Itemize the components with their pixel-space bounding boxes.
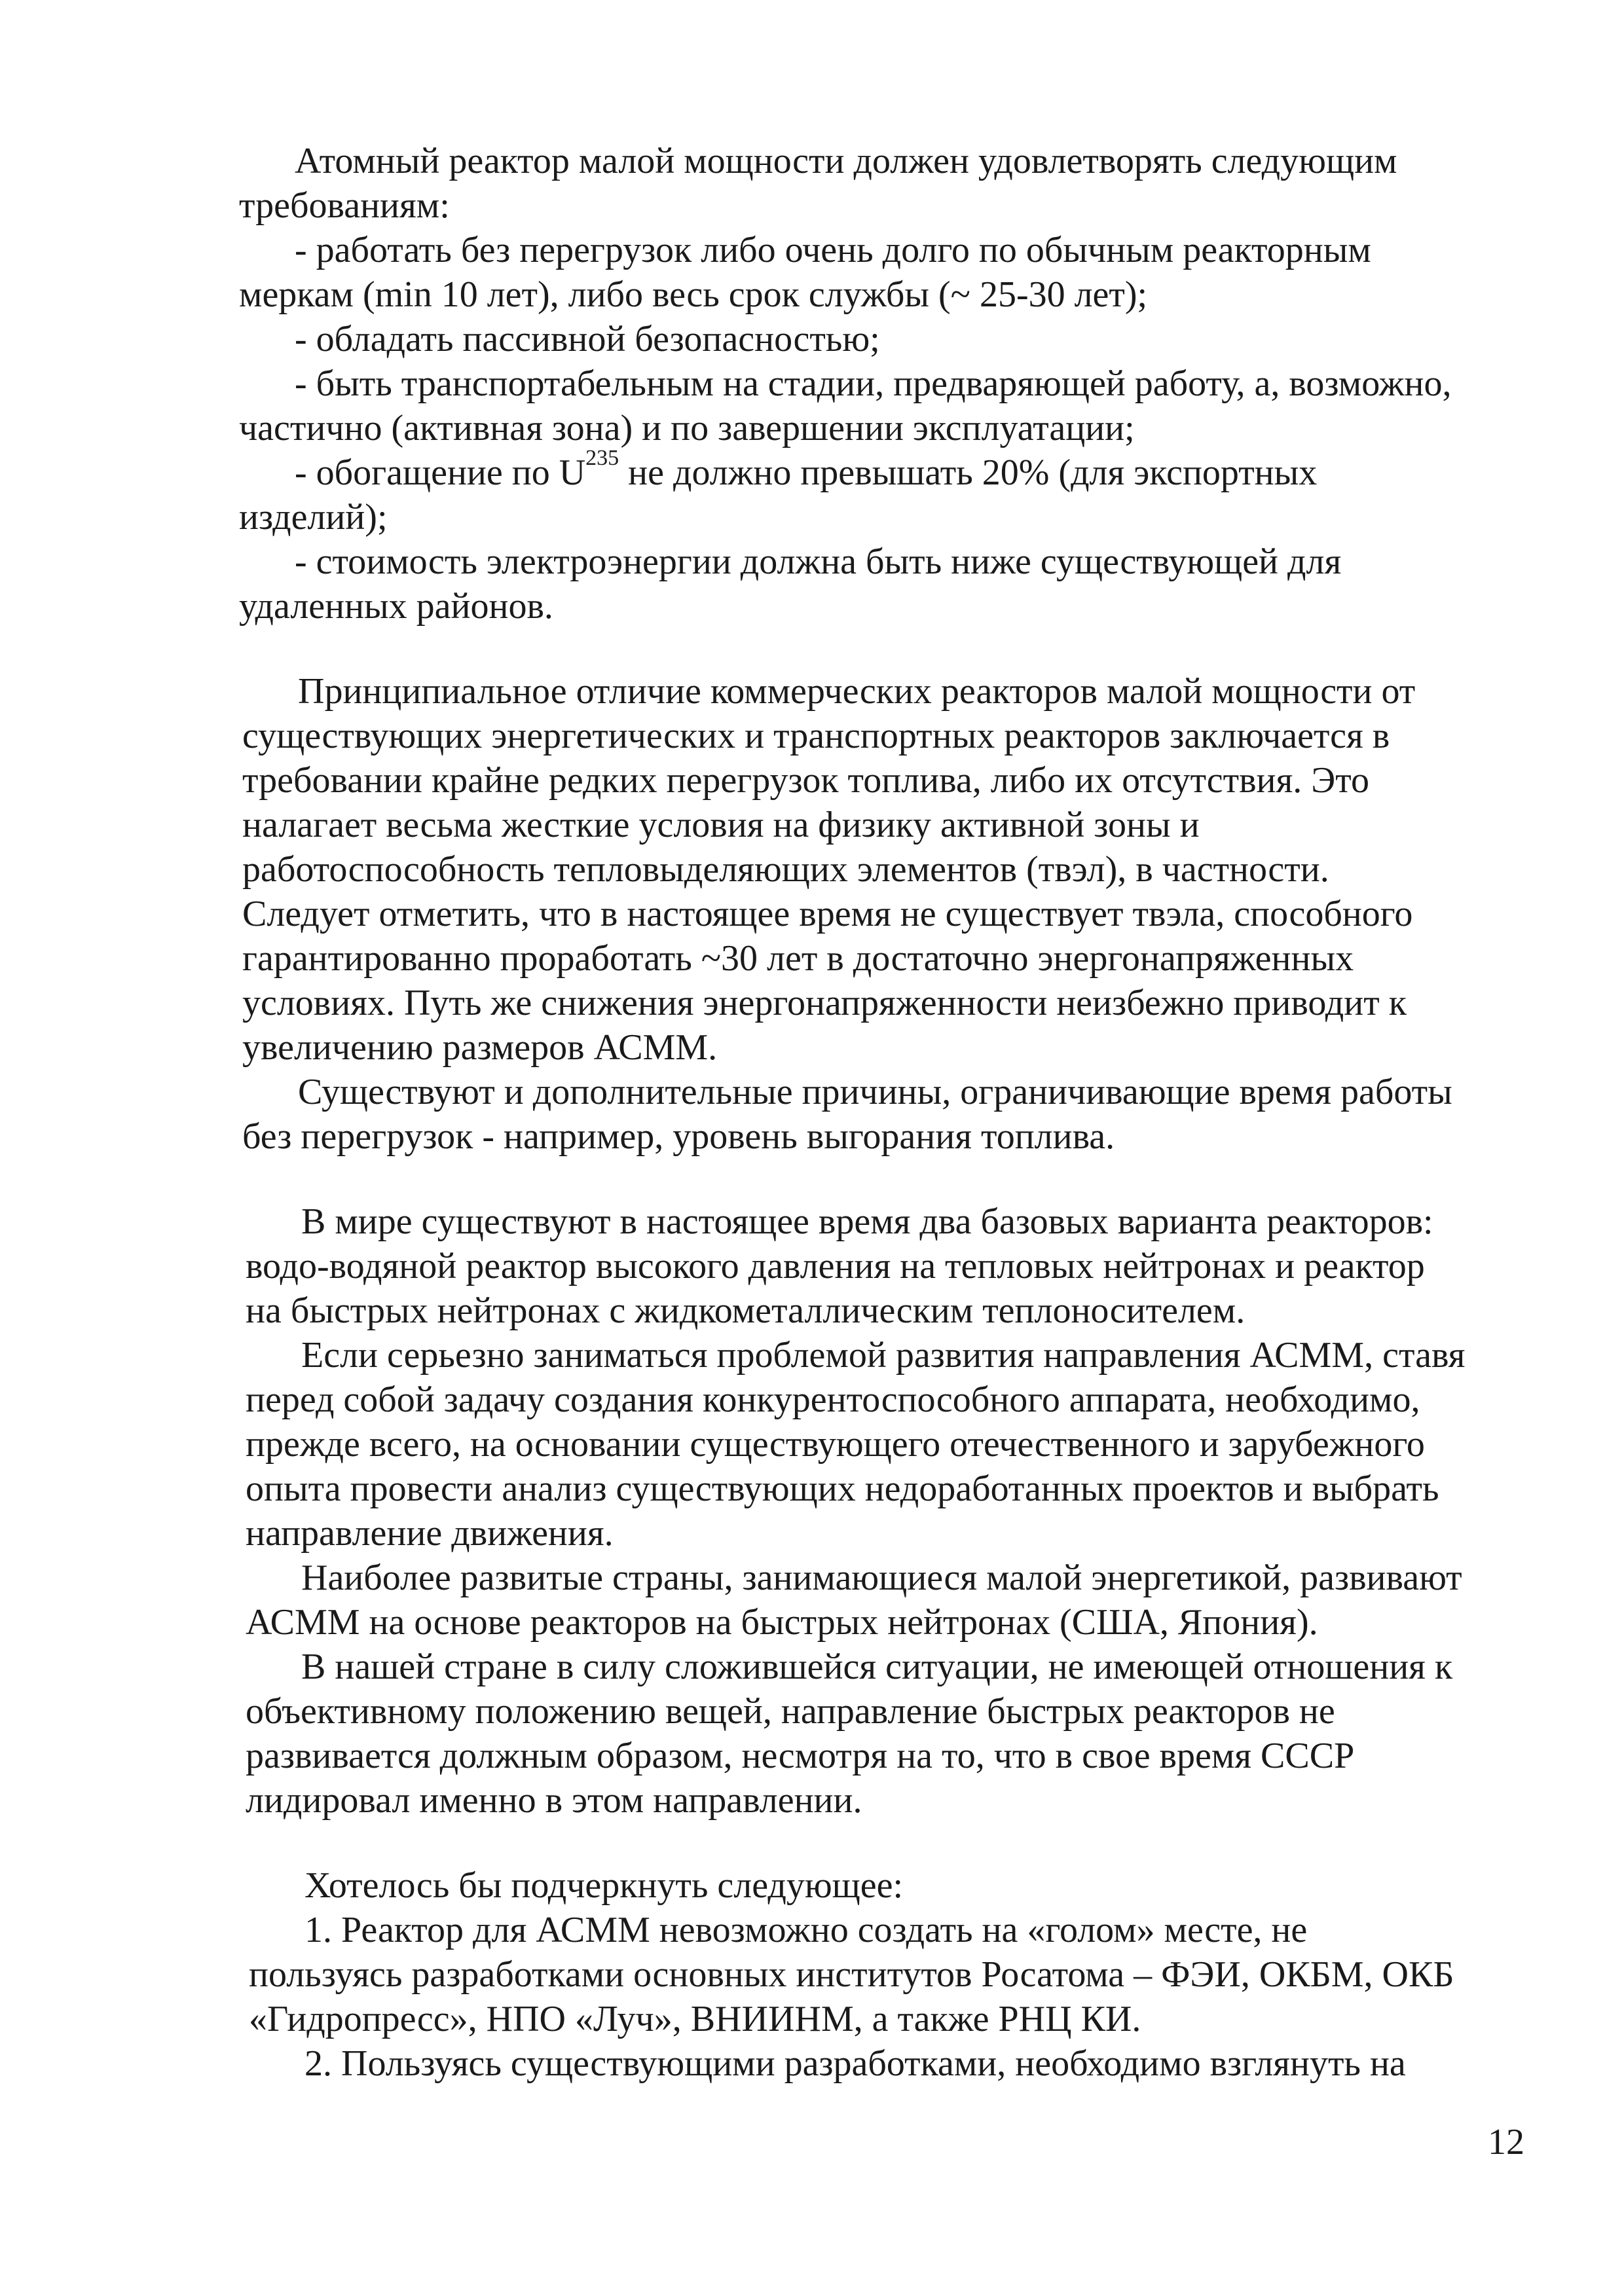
difference-paragraph-line-5: работоспособность тепловыделяющих элементов (твэл), в частности. bbox=[242, 849, 1329, 890]
difference-paragraph-line-4: налагает весьма жесткие условия на физику активной зоны и bbox=[242, 805, 1200, 845]
enrichment-text: - обогащение по U bbox=[295, 452, 586, 493]
difference-paragraph-line-2: существующих энергетических и транспортных реакторов заключается в bbox=[242, 716, 1390, 756]
point-1-line-3: «Гидропресс», НПО «Луч», ВНИИНМ, а также РНЦ КИ. bbox=[249, 1999, 1141, 2039]
country-paragraph-line-4: лидировал именно в этом направлении. bbox=[246, 1780, 862, 1821]
serious-paragraph-line-1: Если серьезно заниматься проблемой развития направления АСММ, ставя bbox=[301, 1335, 1466, 1376]
point-1-line-2: пользуясь разработками основных институтов Росатома – ФЭИ, ОКБМ, ОКБ bbox=[249, 1954, 1454, 1995]
isotope-superscript: 235 bbox=[585, 446, 619, 470]
difference-paragraph-line-7: гарантированно проработать ~30 лет в достаточно энергонапряженных bbox=[242, 938, 1354, 979]
difference-paragraph-line-6: Следует отметить, что в настоящее время не существует твэла, способного bbox=[242, 894, 1413, 934]
serious-paragraph-line-5: направление движения. bbox=[246, 1513, 614, 1554]
serious-paragraph-line-4: опыта провести анализ существующих недоработанных проектов и выбрать bbox=[246, 1468, 1439, 1509]
requirements-intro-line-1: Атомный реактор малой мощности должен удовлетворять следующим bbox=[295, 141, 1397, 181]
requirement-item-4-line-1 bbox=[295, 446, 1318, 495]
reasons-paragraph-line-1: Существуют и дополнительные причины, ограничивающие время работы bbox=[298, 1072, 1452, 1112]
world-paragraph-line-2: водо-водяной реактор высокого давления на тепловых нейтронах и реактор bbox=[246, 1246, 1425, 1286]
difference-paragraph-line-1: Принципиальное отличие коммерческих реакторов малой мощности от bbox=[298, 671, 1416, 712]
country-paragraph-line-3: развивается должным образом, несмотря на то, что в свое время СССР bbox=[246, 1736, 1355, 1776]
difference-paragraph-line-3: требовании крайне редких перегрузок топлива, либо их отсутствия. Это bbox=[242, 760, 1369, 801]
requirement-item-3-line-1: - быть транспортабельным на стадии, предваряющей работу, а, возможно, bbox=[295, 363, 1452, 404]
requirement-item-1-line-1: - работать без перегрузок либо очень долго по обычным реакторным bbox=[295, 230, 1371, 270]
developed-paragraph-line-2: АСММ на основе реакторов на быстрых нейтронах (США, Япония). bbox=[246, 1602, 1318, 1643]
difference-paragraph-line-9: увеличению размеров АСММ. bbox=[242, 1027, 718, 1068]
developed-paragraph-line-1: Наиболее развитые страны, занимающиеся малой энергетикой, развивают bbox=[301, 1558, 1462, 1598]
country-paragraph-line-2: объективному положению вещей, направление быстрых реакторов не bbox=[246, 1691, 1335, 1732]
reasons-paragraph-line-2: без перегрузок - например, уровень выгорания топлива. bbox=[242, 1116, 1115, 1157]
requirement-item-3-line-2: частично (активная зона) и по завершении эксплуатации; bbox=[239, 408, 1135, 448]
serious-paragraph-line-2: перед собой задачу создания конкурентоспособного аппарата, необходимо, bbox=[246, 1379, 1420, 1420]
requirement-item-5-line-2: удаленных районов. bbox=[239, 586, 553, 627]
page-number: 12 bbox=[1488, 2122, 1524, 2162]
country-paragraph-line-1: В нашей стране в силу сложившейся ситуации, не имеющей отношения к bbox=[301, 1647, 1453, 1687]
point-1-line-1: 1. Реактор для АСММ невозможно создать на «голом» месте, не bbox=[304, 1910, 1308, 1950]
serious-paragraph-line-3: прежде всего, на основании существующего отечественного и зарубежного bbox=[246, 1424, 1425, 1465]
world-paragraph-line-1: В мире существуют в настоящее время два базовых варианта реакторов: bbox=[301, 1201, 1433, 1242]
requirement-item-4-line-2: изделий); bbox=[239, 497, 388, 538]
difference-paragraph-line-8: условиях. Путь же снижения энергонапряженности неизбежно приводит к bbox=[242, 983, 1407, 1023]
requirements-intro-line-2: требованиям: bbox=[239, 185, 450, 226]
requirement-item-5-line-1: - стоимость электроэнергии должна быть ниже существующей для bbox=[295, 541, 1342, 582]
requirement-item-1-line-2: меркам (min 10 лет), либо весь срок службы (~ 25-30 лет); bbox=[239, 274, 1148, 315]
enrichment-limit-text: не должно превышать 20% (для экспортных bbox=[619, 452, 1318, 493]
requirement-item-2: - обладать пассивной безопасностью; bbox=[295, 319, 880, 359]
emphasize-heading: Хотелось бы подчеркнуть следующее: bbox=[304, 1865, 904, 1906]
point-2-line-1: 2. Пользуясь существующими разработками, необходимо взглянуть на bbox=[304, 2043, 1406, 2084]
world-paragraph-line-3: на быстрых нейтронах с жидкометаллическим теплоносителем. bbox=[246, 1290, 1246, 1331]
